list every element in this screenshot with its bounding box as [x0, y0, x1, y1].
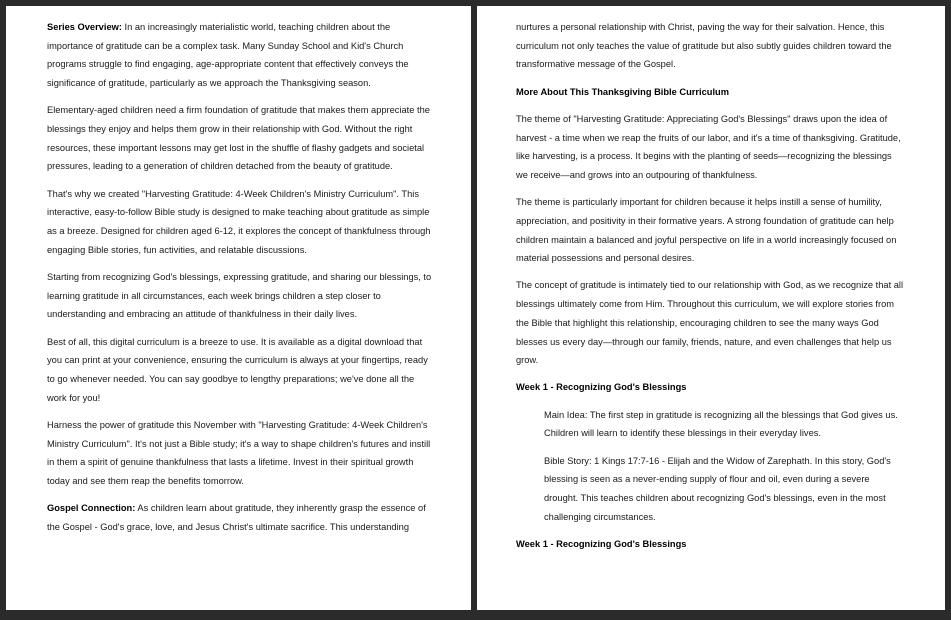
series-overview-paragraph — [47, 18, 435, 93]
paragraph-why-created: That's why we created "Harvesting Gratitude: 4-Week Children's Ministry Curriculum". This interactive, easy-to-follow Bible study is designed to make teaching about gratitude as simple as a breeze. Designed for children aged 6-12, it explores the concept of thankfulness through engaging Bible stories, fun activities, and relatable discussions. — [47, 188, 431, 255]
document-page-right — [477, 6, 945, 610]
week1-heading-repeat: Week 1 - Recognizing God's Blessings — [516, 538, 687, 549]
series-overview-label: Series Overview: — [47, 22, 122, 32]
gospel-connection-paragraph — [47, 499, 435, 536]
gospel-connection-label: Gospel Connection: — [47, 503, 136, 514]
paragraph-importance: The theme is particularly important for children because it helps instill a sense of humility, appreciation, and positivity in their formative years. A strong foundation of gratitude can help children maintain a balanced and joyful perspective on life in a world increasingly focused on material possessions and personal desires. — [516, 197, 897, 264]
week1-main-idea: Main Idea: The first step in gratitude is recognizing all the blessings that God gives us. Children will learn to identify these blessings in their everyday lives. — [544, 409, 898, 439]
week1-bible-story: Bible Story: 1 Kings 17:7-16 - Elijah and the Widow of Zarephath. In this story, God's blessing is seen as a never-ending supply of flour and oil, even during a severe drought. This teaches children about recognizing God's blessings, even in the most challenging circumstances. — [544, 455, 891, 522]
gospel-connection-text: As children learn about gratitude, they inherently grasp the essence of the Gospel - God's grace, love, and Jesus Christ's ultimate sacrifice. This understanding — [47, 503, 426, 532]
gospel-continuation-paragraph: nurtures a personal relationship with Christ, paving the way for their salvation. Hence, this curriculum not only teaches the value of gratitude but also subtly guides children toward the transformative message of the Gospel. — [516, 22, 892, 70]
week1-heading: Week 1 - Recognizing God's Blessings — [516, 382, 687, 393]
more-about-heading: More About This Thanksgiving Bible Curriculum — [516, 86, 729, 97]
paragraph-theme: The theme of "Harvesting Gratitude: Appreciating God's Blessings" draws upon the idea of harvest - a time when we reap the fruits of our labor, and it's a time of thanksgiving. Gratitude, like harvesting, is a process. It begins with the planting of seeds—recognizing the blessings we receive—and grows into an outpouring of thankfulness. — [516, 113, 901, 180]
series-overview-text: In an increasingly materialistic world, teaching children about the importance of gratitude can be a complex task. Many Sunday School and Kid's Church programs struggle to find engaging, age-appropriate content that effectively conveys the significance of gratitude, particularly as we approach the Thanksgiving season. — [47, 22, 409, 89]
paragraph-concept: The concept of gratitude is intimately tied to our relationship with God, as we recognize that all blessings ultimately come from Him. Throughout this curriculum, we will explore stories from the Bible that highlight this relationship, encouraging children to see the many ways God blesses us every day—through our family, friends, nature, and even challenges that help us grow. — [516, 280, 904, 366]
paragraph-harness-gratitude: Harness the power of gratitude this November with "Harvesting Gratitude: 4-Week Children's Ministry Curriculum". It's not just a Bible study; it's a way to shape children's futures and instill in them a spirit of genuine thankfulness that lasts a lifetime. Invest in their spiritual growth today and see them reap the benefits tomorrow. — [47, 419, 431, 486]
paragraph-weekly-steps: Starting from recognizing God's blessings, expressing gratitude, and sharing our blessings, to learning gratitude in all circumstances, each week brings children a step closer to understanding and embracing an attitude of thankfulness in their daily lives. — [47, 271, 432, 320]
document-page-left — [6, 6, 471, 610]
paragraph-digital-curriculum: Best of all, this digital curriculum is a breeze to use. It is available as a digital download that you can print at your convenience, ensuring the curriculum is always at your fingertips, ready to go whenever needed. You can say goodbye to lengthy preparations; we've done all the work for you! — [47, 336, 428, 403]
paragraph-foundation: Elementary-aged children need a firm foundation of gratitude that makes them appreciate the blessings they enjoy and helps them grow in their relationship with God. Without the right resources, these important lessons may get lost in the shuffle of flashy gadgets and societal pressures, leading to a generation of children detached from the beauty of gratitude. — [47, 105, 430, 172]
